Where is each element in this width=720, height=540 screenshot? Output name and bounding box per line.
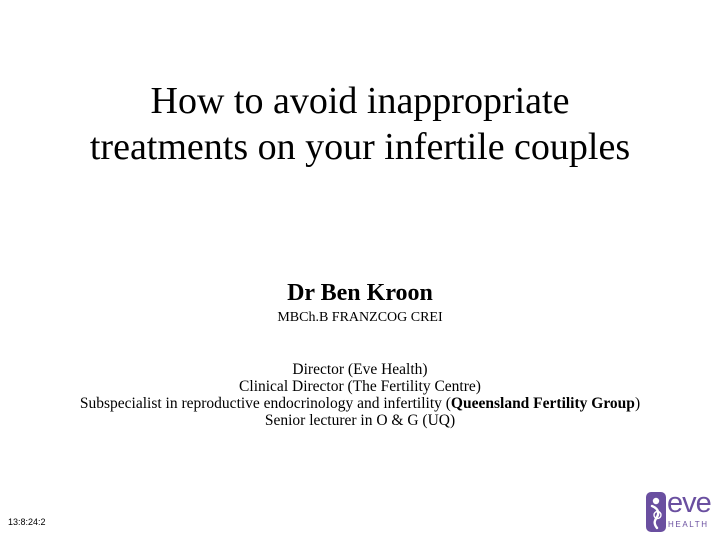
role-subspecialist-prefix: Subspecialist in reproductive endocrinology and infertility ( [79,395,451,412]
author-roles [40,361,680,429]
eve-health-logo [645,487,715,536]
role-subspecialist [40,395,680,412]
slide-timestamp: 13:8:24:2 [8,517,46,527]
role-subspecialist-suffix: ) [634,395,641,412]
role-eve-health: Director (Eve Health) [292,361,428,378]
eve-logo-icon [645,490,667,534]
author-credentials: MBCh.B FRANZCOG CREI [277,310,443,325]
author-name: Dr Ben Kroon [287,280,433,306]
title-line-1: How to avoid inappropriate [150,80,570,122]
eve-logo-wordmark: eve [667,487,711,519]
role-subspecialist-org: Queensland Fertility Group [450,395,635,412]
role-senior-lecturer: Senior lecturer in O & G (UQ) [264,412,456,429]
eve-logo-subtext: HEALTH [668,520,709,529]
slide-title [20,78,700,170]
title-line-2: treatments on your infertile couples [89,126,631,168]
role-fertility-centre: Clinical Director (The Fertility Centre) [239,378,481,395]
